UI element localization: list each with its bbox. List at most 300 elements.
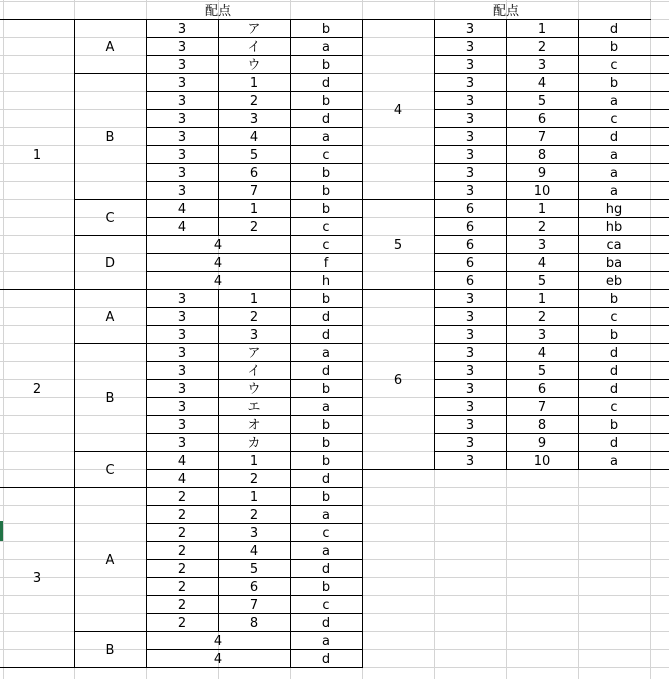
- cell-border: [578, 379, 579, 398]
- cell-border: [506, 361, 507, 380]
- cell-border: [218, 145, 219, 164]
- cell-border: [218, 217, 219, 236]
- cell-border: [74, 235, 75, 290]
- cell-border: [290, 163, 291, 182]
- cell-border: [146, 19, 147, 74]
- score-cell: 2: [177, 579, 187, 595]
- question-cell: 1: [537, 21, 547, 37]
- question-cell: 5: [537, 93, 547, 109]
- cell-border: [506, 163, 507, 182]
- question-cell: 7: [249, 597, 259, 613]
- cell-border: [578, 55, 579, 74]
- score-cell: 3: [465, 129, 475, 145]
- question-cell: 1: [249, 291, 259, 307]
- answer-cell: d: [609, 129, 619, 145]
- answer-cell: d: [609, 21, 619, 37]
- question-number: 5: [393, 237, 403, 253]
- question-cell: 3: [249, 111, 259, 127]
- cell-border: [218, 325, 219, 344]
- cell-border: [506, 451, 507, 470]
- answer-cell: b: [321, 417, 331, 433]
- cell-border: [218, 163, 219, 182]
- question-cell: 2: [537, 219, 547, 235]
- question-number: 1: [32, 147, 42, 163]
- question-cell: 7: [249, 183, 259, 199]
- question-cell: 1: [249, 201, 259, 217]
- cell-border: [218, 361, 219, 380]
- score-cell: 3: [465, 291, 475, 307]
- cell-border: [218, 541, 219, 560]
- question-cell: 8: [537, 417, 547, 433]
- score-cell: 3: [177, 381, 187, 397]
- cell-border: [578, 37, 579, 56]
- cell-border: [74, 487, 75, 632]
- cell-border: [146, 631, 147, 668]
- question-number: 3: [32, 570, 42, 586]
- score-cell: 2: [177, 597, 187, 613]
- cell-border: [290, 19, 291, 38]
- answer-cell: b: [321, 453, 331, 469]
- answer-cell: b: [321, 21, 331, 37]
- score-cell: 3: [465, 147, 475, 163]
- cell-border: [218, 379, 219, 398]
- question-cell: 1: [537, 201, 547, 217]
- answer-cell: hb: [605, 219, 623, 235]
- answer-cell: d: [321, 327, 331, 343]
- question-cell: 3: [537, 327, 547, 343]
- score-cell: 3: [465, 327, 475, 343]
- cell-border: [290, 127, 291, 146]
- question-cell: 2: [537, 39, 547, 55]
- cell-border: [578, 163, 579, 182]
- question-cell: 1: [249, 75, 259, 91]
- cell-border: [218, 19, 219, 38]
- cell-border: [506, 289, 507, 308]
- score-cell: 2: [177, 525, 187, 541]
- question-cell: 6: [249, 165, 259, 181]
- cell-border: [218, 343, 219, 362]
- question-cell: ウ: [247, 57, 261, 73]
- cell-border: [290, 73, 291, 92]
- question-cell: 5: [249, 561, 259, 577]
- header-score-label: 配点: [492, 3, 519, 19]
- score-cell: 3: [177, 345, 187, 361]
- question-cell: イ: [247, 363, 261, 379]
- answer-cell: a: [322, 399, 330, 415]
- cell-border: [434, 199, 435, 290]
- cell-border: [506, 109, 507, 128]
- score-cell: 3: [177, 21, 187, 37]
- cell-border: [290, 577, 291, 596]
- cell-border: [218, 109, 219, 128]
- question-cell: 2: [249, 507, 259, 523]
- score-cell: 3: [177, 129, 187, 145]
- question-cell: 4: [537, 75, 547, 91]
- cell-border: [290, 397, 291, 416]
- cell-border: [506, 235, 507, 254]
- cell-border: [74, 451, 75, 488]
- cell-border: [290, 523, 291, 542]
- section-label: B: [105, 129, 115, 145]
- answer-cell: d: [321, 471, 331, 487]
- cell-border: [146, 73, 147, 200]
- question-cell: 8: [249, 615, 259, 631]
- cell-border: [578, 343, 579, 362]
- cell-border: [218, 433, 219, 452]
- cell-border: [578, 217, 579, 236]
- cell-border: [290, 343, 291, 362]
- cell-border: [74, 73, 75, 200]
- score-cell: 3: [465, 309, 475, 325]
- cell-border: [74, 289, 75, 344]
- question-cell: 10: [533, 183, 551, 199]
- answer-cell: b: [321, 489, 331, 505]
- question-cell: 1: [249, 453, 259, 469]
- cell-border: [578, 289, 579, 308]
- score-cell: 6: [465, 201, 475, 217]
- question-cell: 3: [249, 327, 259, 343]
- score-cell: 4: [213, 237, 223, 253]
- score-cell: 6: [465, 219, 475, 235]
- cell-border: [578, 199, 579, 218]
- score-cell: 3: [465, 75, 475, 91]
- answer-cell: a: [610, 453, 618, 469]
- cell-border: [578, 415, 579, 434]
- cell-border: [290, 253, 291, 272]
- cell-border: [290, 505, 291, 524]
- question-cell: 3: [249, 525, 259, 541]
- answer-cell: a: [322, 543, 330, 559]
- section-label: A: [105, 552, 115, 568]
- answer-cell: d: [321, 561, 331, 577]
- cell-border: [290, 109, 291, 128]
- answer-cell: d: [609, 435, 619, 451]
- score-cell: 3: [465, 453, 475, 469]
- answer-cell: b: [321, 381, 331, 397]
- cell-border: [290, 487, 291, 506]
- question-cell: 6: [537, 381, 547, 397]
- score-cell: 2: [177, 489, 187, 505]
- answer-cell: a: [322, 633, 330, 649]
- cell-border: [506, 55, 507, 74]
- cell-border: [578, 73, 579, 92]
- answer-cell: b: [321, 57, 331, 73]
- answer-cell: a: [322, 507, 330, 523]
- answer-cell: eb: [605, 273, 623, 289]
- score-cell: 3: [177, 183, 187, 199]
- answer-cell: d: [321, 75, 331, 91]
- answer-cell: a: [610, 183, 618, 199]
- score-cell: 3: [465, 57, 475, 73]
- score-cell: 3: [465, 93, 475, 109]
- answer-cell: c: [322, 525, 330, 541]
- score-cell: 3: [465, 183, 475, 199]
- cell-border: [290, 325, 291, 344]
- cell-border: [290, 199, 291, 218]
- answer-cell: ca: [606, 237, 622, 253]
- question-cell: ア: [247, 345, 261, 361]
- question-cell: イ: [247, 39, 261, 55]
- cell-border: [290, 469, 291, 488]
- answer-cell: a: [610, 165, 618, 181]
- cell-border: [290, 271, 291, 290]
- section-label: B: [105, 390, 115, 406]
- question-cell: 4: [249, 129, 259, 145]
- cell-border: [218, 37, 219, 56]
- score-cell: 4: [177, 201, 187, 217]
- score-cell: 3: [177, 93, 187, 109]
- score-cell: 6: [465, 273, 475, 289]
- question-cell: 9: [537, 435, 547, 451]
- cell-border: [290, 433, 291, 452]
- cell-border: [506, 37, 507, 56]
- answer-cell: d: [321, 651, 331, 667]
- question-cell: 3: [537, 57, 547, 73]
- cell-border: [578, 19, 579, 38]
- answer-cell: b: [321, 165, 331, 181]
- answer-cell: f: [323, 255, 329, 271]
- question-number: 6: [393, 372, 403, 388]
- question-cell: 5: [249, 147, 259, 163]
- question-cell: 5: [537, 363, 547, 379]
- cell-border: [506, 379, 507, 398]
- cell-border: [218, 559, 219, 578]
- score-cell: 3: [177, 435, 187, 451]
- answer-cell: h: [321, 273, 331, 289]
- answer-cell: b: [609, 417, 619, 433]
- cell-border: [290, 415, 291, 434]
- section-label: C: [105, 462, 115, 478]
- cell-border: [290, 91, 291, 110]
- section-label: A: [105, 309, 115, 325]
- cell-border: [290, 595, 291, 614]
- cell-border: [578, 91, 579, 110]
- cell-border: [506, 217, 507, 236]
- score-cell: 3: [177, 57, 187, 73]
- cell-border: [434, 289, 435, 470]
- answer-cell: a: [322, 129, 330, 145]
- score-cell: 3: [465, 39, 475, 55]
- score-cell: 3: [177, 399, 187, 415]
- cell-border: [578, 361, 579, 380]
- question-cell: 4: [249, 543, 259, 559]
- score-cell: 4: [213, 633, 223, 649]
- cell-border: [290, 235, 291, 254]
- score-cell: 3: [465, 381, 475, 397]
- cell-border: [506, 433, 507, 452]
- cell-border: [218, 289, 219, 308]
- question-cell: ア: [247, 21, 261, 37]
- cell-border: [218, 199, 219, 218]
- score-cell: 2: [177, 561, 187, 577]
- answer-cell: c: [322, 237, 330, 253]
- score-cell: 3: [177, 147, 187, 163]
- answer-cell: b: [321, 201, 331, 217]
- score-cell: 3: [465, 21, 475, 37]
- score-cell: 4: [177, 453, 187, 469]
- score-cell: 3: [177, 309, 187, 325]
- cell-border: [578, 109, 579, 128]
- answer-cell: c: [610, 57, 618, 73]
- answer-cell: ba: [605, 255, 623, 271]
- cell-border: [362, 469, 669, 470]
- question-cell: 4: [537, 345, 547, 361]
- score-cell: 3: [177, 75, 187, 91]
- score-cell: 2: [177, 615, 187, 631]
- cell-border: [434, 19, 435, 200]
- cell-border: [506, 415, 507, 434]
- score-cell: 3: [465, 399, 475, 415]
- answer-cell: d: [609, 345, 619, 361]
- question-cell: 3: [537, 237, 547, 253]
- cell-border: [146, 199, 147, 236]
- cell-border: [506, 307, 507, 326]
- score-cell: 4: [213, 651, 223, 667]
- cell-border: [290, 217, 291, 236]
- score-cell: 3: [465, 345, 475, 361]
- score-cell: 3: [177, 327, 187, 343]
- score-cell: 3: [177, 165, 187, 181]
- score-cell: 2: [177, 543, 187, 559]
- question-cell: 10: [533, 453, 551, 469]
- question-cell: 4: [537, 255, 547, 271]
- cell-border: [290, 613, 291, 632]
- cell-border: [218, 487, 219, 506]
- answer-cell: b: [321, 579, 331, 595]
- cell-border: [218, 397, 219, 416]
- question-cell: 5: [537, 273, 547, 289]
- answer-cell: a: [610, 147, 618, 163]
- cell-border: [578, 235, 579, 254]
- cell-border: [506, 343, 507, 362]
- score-cell: 3: [465, 363, 475, 379]
- score-cell: 4: [177, 219, 187, 235]
- answer-cell: a: [610, 93, 618, 109]
- question-cell: エ: [247, 399, 261, 415]
- cell-border: [506, 397, 507, 416]
- score-cell: 6: [465, 255, 475, 271]
- section-label: C: [105, 210, 115, 226]
- answer-cell: d: [321, 363, 331, 379]
- score-cell: 3: [177, 363, 187, 379]
- question-number: 4: [393, 102, 403, 118]
- answer-cell: b: [609, 75, 619, 91]
- cell-border: [218, 451, 219, 470]
- section-label: D: [104, 255, 115, 271]
- cell-border: [146, 235, 147, 290]
- cell-border: [218, 523, 219, 542]
- answer-cell: b: [321, 291, 331, 307]
- answer-cell: b: [609, 291, 619, 307]
- cell-border: [74, 199, 75, 236]
- cell-border: [578, 271, 579, 290]
- cell-border: [74, 631, 75, 668]
- question-cell: 6: [249, 579, 259, 595]
- answer-cell: c: [322, 597, 330, 613]
- cell-border: [74, 343, 75, 452]
- answer-cell: a: [322, 345, 330, 361]
- cell-border: [578, 451, 579, 470]
- cell-border: [290, 379, 291, 398]
- question-cell: オ: [247, 417, 261, 433]
- cell-border: [290, 631, 291, 650]
- question-cell: 7: [537, 129, 547, 145]
- cell-border: [506, 325, 507, 344]
- cell-border: [506, 127, 507, 146]
- cell-border: [578, 127, 579, 146]
- cell-border: [578, 253, 579, 272]
- answer-cell: d: [321, 615, 331, 631]
- cell-border: [218, 91, 219, 110]
- cell-border: [218, 307, 219, 326]
- answer-cell: b: [609, 327, 619, 343]
- score-cell: 3: [465, 435, 475, 451]
- cell-border: [578, 307, 579, 326]
- cell-border: [290, 37, 291, 56]
- cell-border: [218, 577, 219, 596]
- cell-border: [218, 55, 219, 74]
- cell-border: [578, 397, 579, 416]
- score-cell: 3: [465, 417, 475, 433]
- score-cell: 3: [465, 111, 475, 127]
- cell-border: [290, 541, 291, 560]
- score-cell: 3: [177, 291, 187, 307]
- cell-border: [506, 91, 507, 110]
- question-cell: 8: [537, 147, 547, 163]
- section-label: B: [105, 642, 115, 658]
- cell-border: [506, 145, 507, 164]
- answer-cell: d: [321, 309, 331, 325]
- answer-cell: c: [322, 219, 330, 235]
- score-cell: 4: [213, 273, 223, 289]
- question-cell: カ: [247, 435, 261, 451]
- question-cell: 2: [537, 309, 547, 325]
- question-cell: 6: [537, 111, 547, 127]
- cell-border: [146, 343, 147, 452]
- question-cell: 1: [249, 489, 259, 505]
- cell-border: [218, 181, 219, 200]
- answer-cell: b: [321, 93, 331, 109]
- cell-border: [578, 325, 579, 344]
- answer-cell: c: [610, 399, 618, 415]
- question-cell: 7: [537, 399, 547, 415]
- cell-border: [506, 199, 507, 218]
- cell-border: [290, 181, 291, 200]
- cell-border: [506, 271, 507, 290]
- cell-border: [218, 127, 219, 146]
- question-cell: 2: [249, 471, 259, 487]
- cell-border: [146, 289, 147, 344]
- cell-border: [290, 55, 291, 74]
- cell-border: [290, 361, 291, 380]
- score-cell: 3: [177, 111, 187, 127]
- cell-border: [146, 451, 147, 488]
- answer-cell: hg: [605, 201, 623, 217]
- answer-cell: d: [609, 381, 619, 397]
- cell-border: [0, 667, 363, 668]
- score-cell: 3: [465, 165, 475, 181]
- score-cell: 3: [177, 417, 187, 433]
- cell-border: [218, 469, 219, 488]
- cell-border: [290, 451, 291, 470]
- answer-cell: d: [609, 363, 619, 379]
- section-label: A: [105, 39, 115, 55]
- row-selection-marker: [0, 521, 3, 541]
- question-cell: 1: [537, 291, 547, 307]
- cell-border: [506, 181, 507, 200]
- score-cell: 6: [465, 237, 475, 253]
- answer-cell: d: [321, 111, 331, 127]
